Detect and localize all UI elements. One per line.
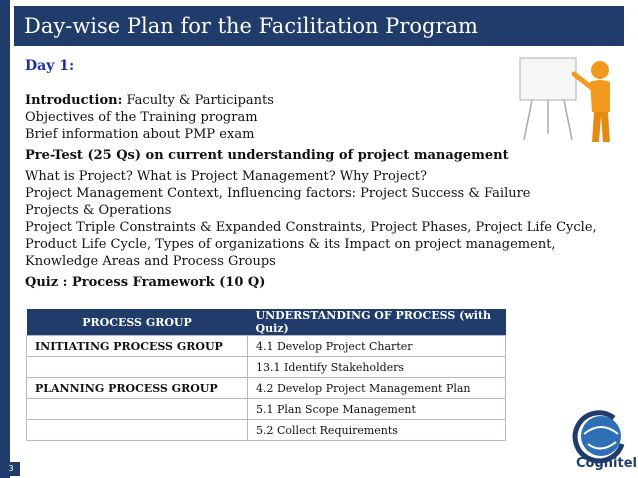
slide-title: Day-wise Plan for the Facilitation Program: [14, 6, 624, 46]
page-number: 3: [2, 462, 20, 476]
cell-process: 4.1 Develop Project Charter: [248, 336, 506, 357]
topic-paragraph: Project Triple Constraints & Expanded Constraints, Project Phases, Project Life Cycle, Product Life Cycle, Types of organizations & its Impact on project management, Knowledge Areas and Process Groups: [25, 220, 597, 269]
cell-process: 13.1 Identify Stakeholders: [248, 357, 506, 378]
topic-line: What is Project? What is Project Management? Why Project?: [25, 169, 427, 184]
table-row: [27, 336, 506, 357]
table-row: [27, 357, 506, 378]
intro-label: Introduction:: [25, 93, 123, 108]
presenter-whiteboard-icon: [514, 54, 624, 144]
intro-line-objectives: Objectives of the Training program: [25, 110, 258, 125]
header-understanding: UNDERSTANDING OF PROCESS (with Quiz): [248, 309, 506, 336]
cognitel-logo-text: Cognitel: [576, 456, 637, 471]
cell-process: 5.2 Collect Requirements: [248, 420, 506, 441]
table-header-row: [27, 309, 506, 336]
cell-group: PLANNING PROCESS GROUP: [27, 378, 248, 399]
table-row: [27, 399, 506, 420]
quiz-heading: Quiz : Process Framework (10 Q): [25, 275, 266, 290]
cell-process: 5.1 Plan Scope Management: [248, 399, 506, 420]
table-row: [27, 378, 506, 399]
pretest-heading: Pre-Test (25 Qs) on current understanding of project management: [25, 148, 509, 163]
left-accent-bar: [0, 0, 10, 478]
topic-line: Project Management Context, Influencing factors: Project Success & Failure: [25, 186, 531, 201]
table-row: [27, 420, 506, 441]
intro-line-pmp: Brief information about PMP exam: [25, 127, 255, 142]
cell-group: [27, 357, 248, 378]
process-table: [26, 309, 506, 441]
topic-line: Projects & Operations: [25, 203, 172, 218]
cell-group: [27, 420, 248, 441]
cell-group: [27, 399, 248, 420]
cell-group: INITIATING PROCESS GROUP: [27, 336, 248, 357]
intro-text: Faculty & Participants: [122, 93, 274, 108]
day-label: Day 1:: [25, 58, 75, 74]
header-process-group: PROCESS GROUP: [27, 309, 248, 336]
cell-process: 4.2 Develop Project Management Plan: [248, 378, 506, 399]
